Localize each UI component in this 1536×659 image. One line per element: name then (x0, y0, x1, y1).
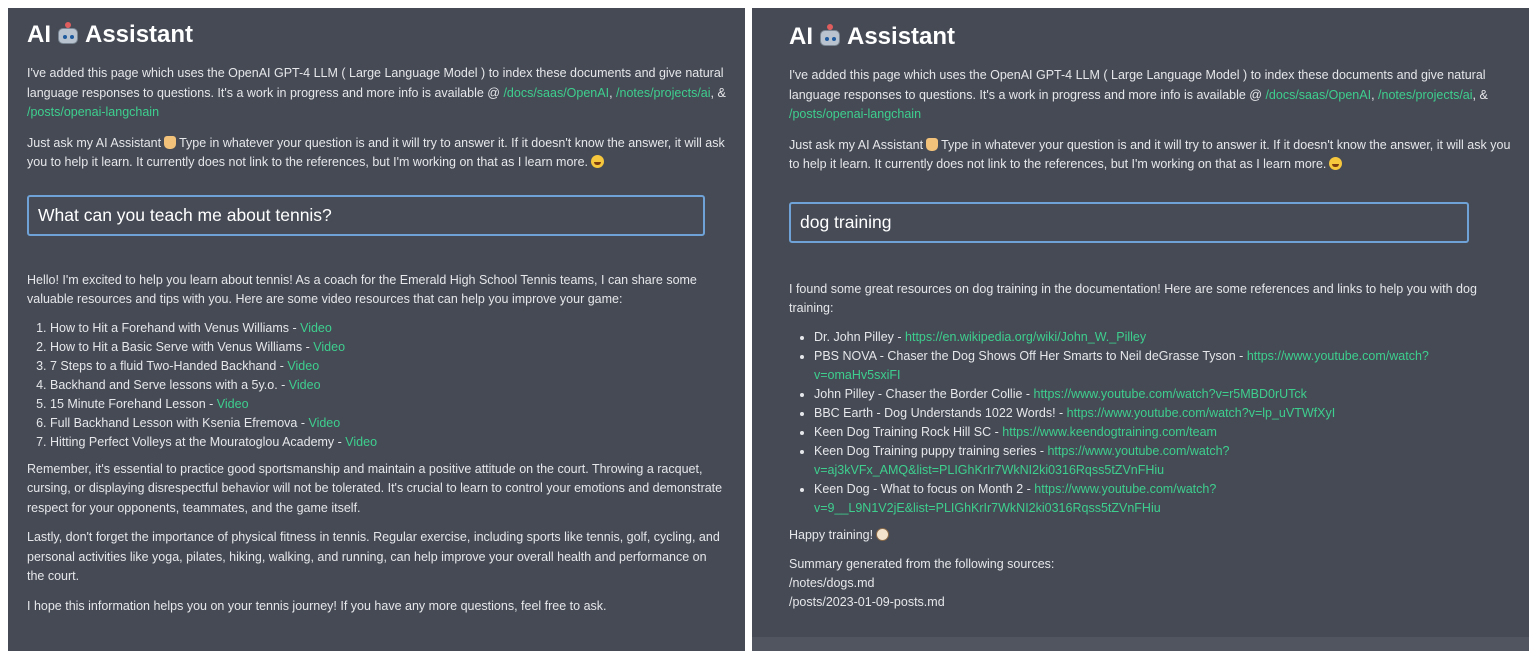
title-assistant: Assistant (847, 23, 956, 50)
title-ai: AI (789, 23, 813, 50)
video-link[interactable]: Video (300, 320, 332, 335)
closing-paragraph: I hope this information helps you on your tennis journey! If you have any more questions, feel free to ask. (27, 598, 607, 613)
list-item: 7. Hitting Perfect Volleys at the Mouratoglou Academy - Video (50, 433, 726, 452)
link-notes-ai[interactable]: /notes/projects/ai (1378, 87, 1473, 102)
resource-link[interactable]: https://www.keendogtraining.com/team (1002, 424, 1217, 439)
video-list (27, 319, 726, 452)
assistant-panel-dog (752, 8, 1529, 651)
intro-paragraph: I've added this page which uses the OpenAI GPT-4 LLM ( Large Language Model ) to index these documents and give natural language responses to questions. It's a work in progress and more info is available @ /docs/saas/OpenAI, /notes/projects/ai, & /posts/openai-langchain (789, 68, 1488, 121)
source-item: /posts/2023-01-09-posts.md (789, 595, 945, 609)
list-item: 5. 15 Minute Forehand Lesson - Video (50, 395, 726, 414)
resource-link[interactable]: https://www.youtube.com/watch?v=lp_uVTWfXyI (1066, 405, 1336, 420)
video-link[interactable]: Video (216, 396, 249, 411)
link-docs-openai[interactable]: /docs/saas/OpenAI (1265, 87, 1372, 102)
answer-intro: I found some great resources on dog training in the documentation! Here are some references and links to help you with dog training: (789, 281, 1477, 315)
fitness-paragraph: Lastly, don't forget the importance of physical fitness in tennis. Regular exercise, including sports like tennis, golf, cycling, and personal activities like yoga, pilates, hiking, walking, and running, can help improve your overall health and performance on the court. (27, 530, 720, 583)
question-input[interactable] (789, 202, 1469, 243)
answer-block (789, 280, 1511, 613)
dog-face-icon (876, 528, 889, 541)
video-link[interactable]: Video (308, 415, 341, 430)
link-notes-ai[interactable]: /notes/projects/ai (616, 85, 711, 100)
ask-paragraph: Just ask my AI Assistant Type in whatever your question is and it will try to answer it. If it doesn't know the answer, it will ask you to help it learn. It currently does not link to the references, but I'm working on that as I learn more. (27, 135, 725, 169)
laughing-face-icon (1329, 157, 1342, 170)
video-link[interactable]: Video (288, 377, 321, 392)
pointing-hand-icon (926, 138, 938, 151)
list-item: 2. How to Hit a Basic Serve with Venus Williams - Video (50, 338, 726, 357)
resource-link[interactable]: https://www.youtube.com/watch?v=r5MBD0rUTck (1033, 386, 1307, 401)
video-link[interactable]: Video (287, 358, 320, 373)
answer-intro: Hello! I'm excited to help you learn about tennis! As a coach for the Emerald High School Tennis teams, I can share some valuable resources and tips with you. Here are some video resources that can help you improve your game: (27, 272, 697, 306)
resource-link[interactable]: https://en.wikipedia.org/wiki/John_W._Pilley (905, 329, 1147, 344)
resource-link[interactable]: https://www.youtube.com/watch?v=aj3kVFx_AMQ&list=PLIGhKrIr7WkNI2ki0316Rqss5tZVnFHiu (814, 443, 1230, 477)
list-item: • Keen Dog Training Rock Hill SC - https://www.keendogtraining.com/team (814, 423, 1511, 442)
list-item: • Keen Dog Training puppy training series - https://www.youtube.com/watch?v=aj3kVFx_AMQ&list=PLIGhKrIr7WkNI2ki0316Rqss5tZVnFHiu (814, 442, 1511, 480)
list-item: • PBS NOVA - Chaser the Dog Shows Off Her Smarts to Neil deGrasse Tyson - https://www.youtube.com/watch?v=omaHv5sxiFI (814, 347, 1511, 385)
intro-paragraph: I've added this page which uses the OpenAI GPT-4 LLM ( Large Language Model ) to index these documents and give natural language responses to questions. It's a work in progress and more info is available @ /docs/saas/OpenAI, /notes/projects/ai, & /posts/openai-langchain (27, 66, 726, 119)
title-assistant: Assistant (85, 21, 194, 48)
link-posts-langchain[interactable]: /posts/openai-langchain (789, 107, 922, 121)
resource-list (789, 328, 1511, 518)
list-item: 1. How to Hit a Forehand with Venus Williams - Video (50, 319, 726, 338)
list-item: • Dr. John Pilley - https://en.wikipedia.org/wiki/John_W._Pilley (814, 328, 1511, 347)
list-item: • Keen Dog - What to focus on Month 2 - https://www.youtube.com/watch?v=9__L9N1V2jE&list=PLIGhKrIr7WkNI2ki0316Rqss5tZVnFHiu (814, 480, 1511, 518)
sources-label: Summary generated from the following sources: (789, 557, 1055, 571)
page-title (789, 22, 1511, 52)
link-docs-openai[interactable]: /docs/saas/OpenAI (503, 85, 610, 100)
robot-icon (819, 26, 841, 48)
list-item: 4. Backhand and Serve lessons with a 5y.o. - Video (50, 376, 726, 395)
video-link[interactable]: Video (345, 434, 378, 449)
remember-paragraph: Remember, it's essential to practice good sportsmanship and maintain a positive attitude on the court. Throwing a racquet, cursing, or displaying disrespectful behavior will not be tolerated. It's crucial to learn to control your emotions and demonstrate respect for your opponents, teammates, and the game itself. (27, 461, 723, 515)
pointing-hand-icon (164, 136, 176, 149)
happy-line: Happy training! (789, 526, 1511, 546)
assistant-panel-tennis (8, 8, 745, 651)
list-item: 6. Full Backhand Lesson with Ksenia Efremova - Video (50, 414, 726, 433)
answer-block (27, 271, 726, 617)
ask-paragraph: Just ask my AI Assistant Type in whatever your question is and it will try to answer it. If it doesn't know the answer, it will ask you to help it learn. It currently does not link to the references, but I'm working on that as I learn more. (789, 137, 1511, 171)
sources-block (789, 555, 1511, 612)
page-title (27, 20, 726, 50)
laughing-face-icon (591, 155, 604, 168)
video-link[interactable]: Video (313, 339, 346, 354)
link-posts-langchain[interactable]: /posts/openai-langchain (27, 105, 160, 119)
list-item: 3. 7 Steps to a fluid Two-Handed Backhand - Video (50, 357, 726, 376)
title-ai: AI (27, 21, 51, 48)
bottom-bar (752, 637, 1529, 651)
question-input[interactable] (27, 195, 705, 236)
robot-icon (57, 24, 79, 46)
list-item: • John Pilley - Chaser the Border Collie - https://www.youtube.com/watch?v=r5MBD0rUTck (814, 385, 1511, 404)
resource-link[interactable]: https://www.youtube.com/watch?v=omaHv5sxiFI (814, 348, 1429, 382)
resource-link[interactable]: https://www.youtube.com/watch?v=9__L9N1V2jE&list=PLIGhKrIr7WkNI2ki0316Rqss5tZVnFHiu (814, 481, 1217, 515)
source-item: /notes/dogs.md (789, 576, 875, 590)
list-item: • BBC Earth - Dog Understands 1022 Words! - https://www.youtube.com/watch?v=lp_uVTWfXyI (814, 404, 1511, 423)
